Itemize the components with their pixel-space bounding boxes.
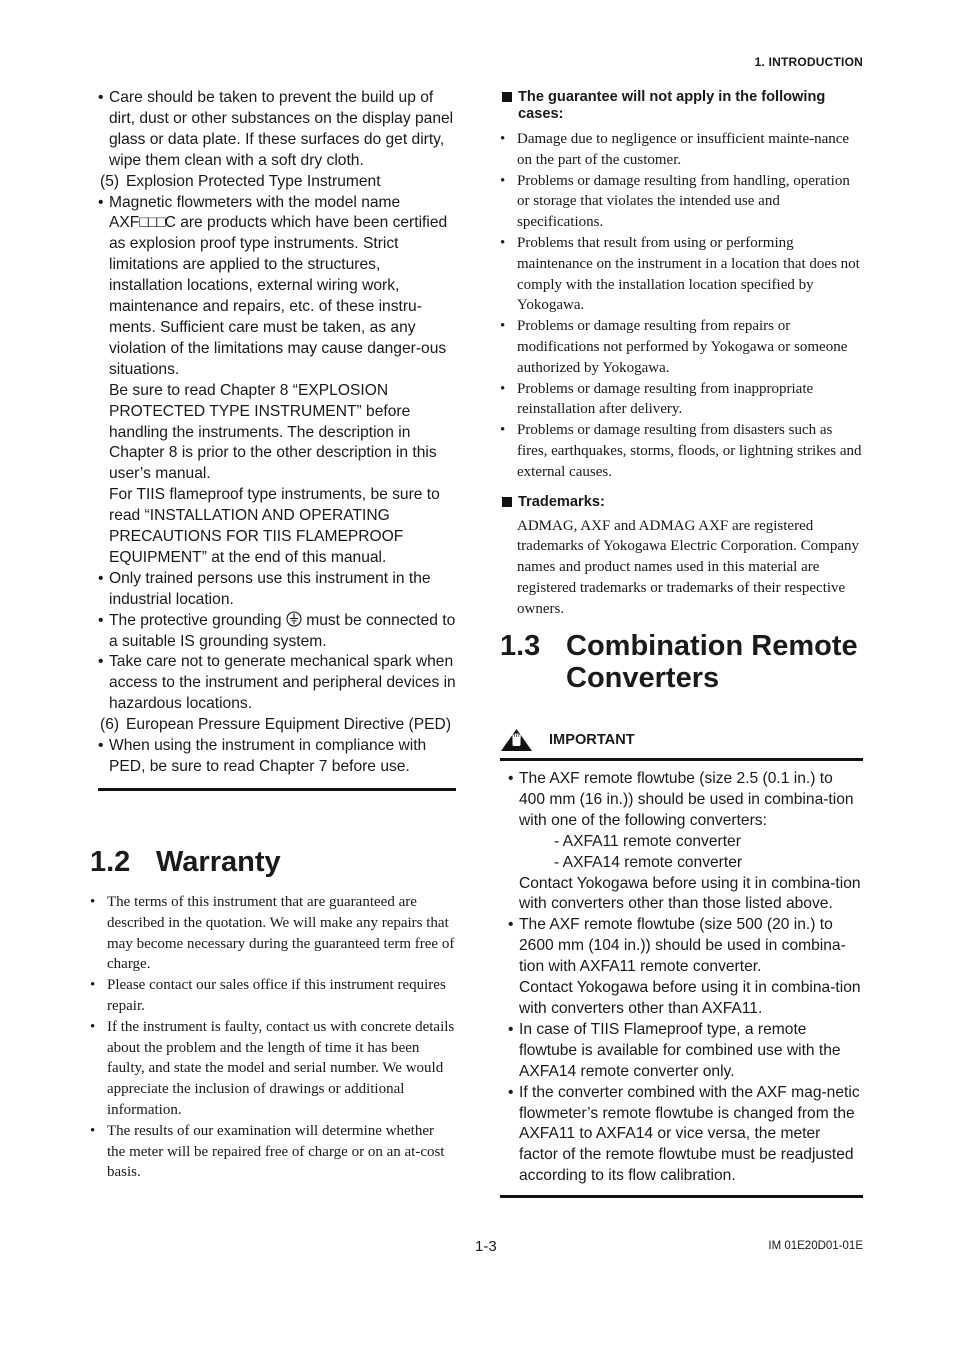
bullet-marker: • <box>98 737 104 755</box>
left-column <box>98 88 456 791</box>
converter-option: - AXFA11 remote converter <box>554 832 741 850</box>
important-body <box>500 761 863 1198</box>
list-item <box>508 769 863 832</box>
item-text: Explosion Protected Type Instrument <box>126 172 381 190</box>
section-title: Warranty <box>156 846 281 878</box>
bullet-marker: • <box>98 653 104 671</box>
bullet-text: Problems or damage resulting from repairs or modifications not performed by Yokogawa or someone authorized by Yokogawa. <box>517 318 848 376</box>
section-title-line1: Combination Remote <box>566 630 858 662</box>
bullet-text: The AXF remote flowtube (size 500 (20 in.) to 2600 mm (104 in.)) should be used in combina-tion with AXFA11 remote converter. <box>519 916 846 976</box>
bullet-text: In case of TIIS Flameproof type, a remote flowtube is available for combined use with the AXFA14 remote converter only. <box>519 1020 841 1080</box>
bullet-marker: • <box>98 89 104 106</box>
bullet-text: The results of our examination will determine whether the meter will be repaired free of charge or on an at-cost basis. <box>107 1122 445 1181</box>
bullet-marker: • <box>98 569 104 587</box>
bullet-text: Problems or damage resulting from inappropriate reinstallation after delivery. <box>517 380 814 418</box>
bullet-text-prefix: Magnetic flowmeters with the model name AXF <box>109 193 401 232</box>
warranty-section <box>90 846 456 1183</box>
bullet-text-ped: When using the instrument in compliance with PED, be sure to read Chapter 7 before use. <box>109 737 427 775</box>
list-item <box>500 420 864 482</box>
list-item <box>98 193 456 381</box>
list-item <box>500 129 864 171</box>
list-item <box>90 1121 456 1183</box>
list-item <box>98 611 456 653</box>
bullet-marker: • <box>500 234 506 251</box>
bullet-marker: • <box>500 131 506 147</box>
paragraph: Contact Yokogawa before using it in combina-tion with converters other than those listed above. <box>519 874 861 913</box>
numbered-item-5 <box>98 172 456 193</box>
bullet-text: Please contact our sales office if this instrument requires repair. <box>107 977 446 1014</box>
important-box <box>500 728 863 1198</box>
bullet-marker: • <box>508 770 514 787</box>
bullet-marker: • <box>90 1018 96 1035</box>
bullet-text: The AXF remote flowtube (size 2.5 (0.1 in.) to 400 mm (16 in.)) should be used in combina-tion with one of the following converters: <box>519 770 854 829</box>
warning-hand-icon <box>500 728 533 752</box>
bullet-marker: • <box>500 380 506 397</box>
list-item <box>98 652 456 715</box>
section-heading-warranty <box>90 846 456 878</box>
bullet-marker: • <box>98 611 104 629</box>
page-number: 1-3 <box>475 1238 497 1255</box>
list-item <box>98 88 456 172</box>
bullet-text-cleaning: Care should be taken to prevent the build up of dirt, dust or other substances on the display panel glass or data plate. If these surfaces do get dirty, wipe them clean with a soft dry cloth. <box>109 89 454 169</box>
bullet-text: If the converter combined with the AXF mag-netic flowmeter’s remote flowtube is changed from the AXFA11 to AXFA14 or vice versa, the meter factor of the remote flowtube must be readjusted according to its flow calibration. <box>519 1083 860 1185</box>
converter-option: - AXFA14 remote converter <box>554 853 743 871</box>
bullet-text-suffix: C are products which have been certified as explosion proof type instruments. Strict limitations are applied to the structures, installation locations, external wiring work, maintenance and repairs, etc. of these instru-ments. Sufficient care must be taken, as any violation of the limitations may cause danger-ous situations. <box>109 214 448 378</box>
paragraph: Contact Yokogawa before using it in combina-tion with converters other than AXFA11. <box>519 979 861 1017</box>
guarantee-heading <box>500 89 864 123</box>
list-item <box>500 171 864 233</box>
bullet-text: If the instrument is faulty, contact us with concrete details about the problem and the length of time it has been faulty, and state the model and serial number. We would appreciate the inclusion of drawings or additional information. <box>107 1018 455 1118</box>
important-label: IMPORTANT <box>549 732 635 748</box>
important-header <box>500 728 863 761</box>
list-item <box>98 569 456 611</box>
bullet-marker: • <box>500 318 506 335</box>
heading-text: The guarantee will not apply in the following cases: <box>518 89 826 122</box>
right-column <box>500 89 864 620</box>
warranty-list <box>90 892 456 1183</box>
item-number: (6) <box>100 716 120 734</box>
list-item <box>500 316 864 378</box>
paragraph-chapter8: Be sure to read Chapter 8 “EXPLOSION PROTECTED TYPE INSTRUMENT” before handling the instruments. The description in Chapter 8 is prior to the other description in this user’s manual. <box>109 381 437 483</box>
bullet-marker: • <box>508 1083 514 1101</box>
guarantee-list <box>500 129 864 483</box>
bullet-text: Problems or damage resulting from handling, operation or storage that violates the intended use and specifications. <box>517 172 850 231</box>
bullet-text: The terms of this instrument that are guaranteed are described in the quotation. We will make any repairs that may become necessary during the guaranteed term free of charge. <box>107 894 455 973</box>
list-item <box>508 915 863 978</box>
bullet-marker: • <box>500 172 506 189</box>
bullet-text: Problems that result from using or performing maintenance on the instrument in a location that does not comply with the installation location specified by Yokogawa. <box>517 234 860 314</box>
bullet-text-suffix: must be connected to a suitable IS grounding system. <box>109 611 456 650</box>
document-id: IM 01E20D01-01E <box>768 1240 863 1252</box>
item-text: European Pressure Equipment Directive (PED) <box>126 716 452 734</box>
bullet-text-trained: Only trained persons use this instrument in the industrial location. <box>109 569 431 608</box>
combination-section <box>500 630 864 694</box>
list-item <box>90 1017 456 1121</box>
bullet-marker: • <box>508 916 514 934</box>
list-item <box>500 379 864 421</box>
paragraph-tiis: For TIIS flameproof type instruments, be sure to read “INSTALLATION AND OPERATING PRECAUTIONS FOR TIIS FLAMEPROOF EQUIPMENT” at the end of this manual. <box>109 486 440 566</box>
model-code-boxes: □□□ <box>139 214 165 232</box>
trademarks-text: ADMAG, AXF and ADMAG AXF are registered trademarks of Yokogawa Electric Corporation. Company names and product names used in this material are registered trademarks or trademarks of their respective owners. <box>517 517 860 617</box>
heading-text: Trademarks: <box>518 493 605 510</box>
bullet-text: Problems or damage resulting from disasters such as fires, earthquakes, storms, floods, or lightning strikes and external causes. <box>517 422 862 480</box>
list-item <box>90 975 456 1017</box>
section-number: 1.2 <box>90 846 131 878</box>
bullet-text-prefix: The protective grounding <box>109 611 282 629</box>
list-item <box>508 1020 863 1083</box>
grounding-icon <box>286 611 302 627</box>
trademarks-heading <box>500 494 864 511</box>
bullet-text-spark: Take care not to generate mechanical spark when access to the instrument and peripheral devices in hazardous locations. <box>109 653 456 713</box>
section-number: 1.3 <box>500 630 541 662</box>
bullet-marker: • <box>98 193 104 211</box>
list-item <box>500 233 864 316</box>
list-item <box>90 892 456 975</box>
item-number: (5) <box>100 172 120 190</box>
square-bullet-icon <box>502 497 512 507</box>
bullet-marker: • <box>90 977 96 994</box>
section-rule <box>98 788 456 791</box>
bullet-text: Damage due to negligence or insufficient mainte-nance on the part of the customer. <box>517 131 850 168</box>
bullet-marker: • <box>90 894 96 910</box>
square-bullet-icon <box>502 92 512 102</box>
section-heading-combination <box>500 630 864 694</box>
list-item <box>508 1083 863 1188</box>
list-item <box>98 736 456 778</box>
bullet-marker: • <box>508 1020 514 1038</box>
section-title-line2: Converters <box>566 662 720 694</box>
running-header: 1. INTRODUCTION <box>754 55 863 69</box>
bullet-marker: • <box>500 422 506 439</box>
bullet-marker: • <box>90 1122 96 1139</box>
numbered-item-6 <box>98 715 456 736</box>
